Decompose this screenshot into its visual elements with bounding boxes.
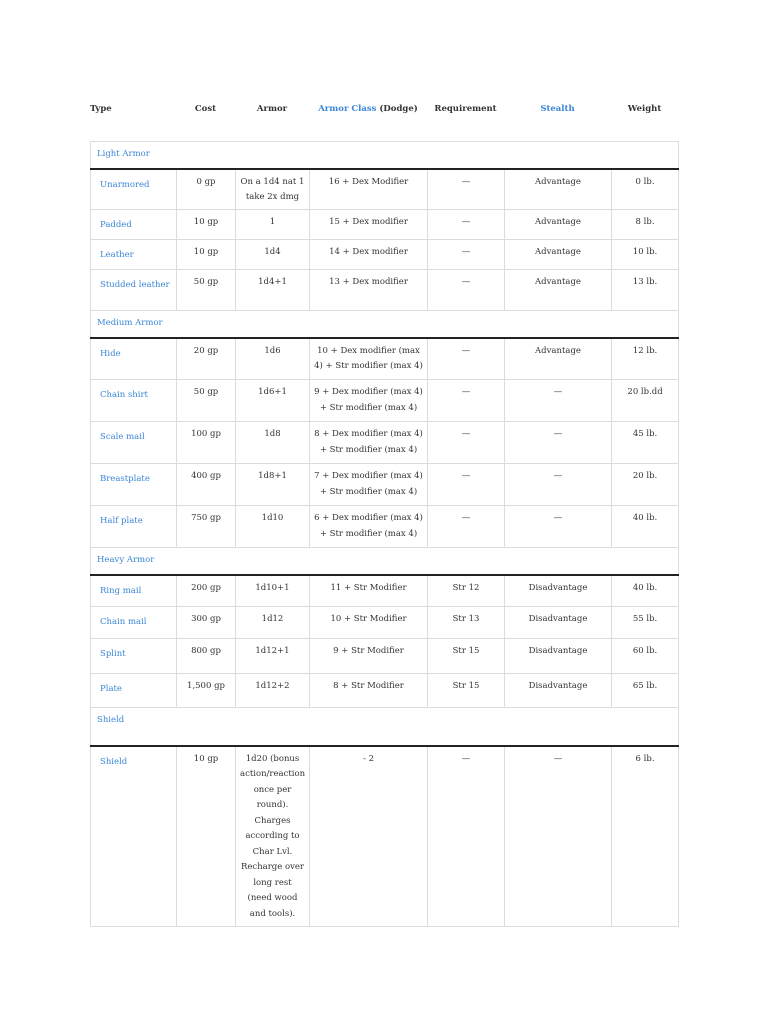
cost-cell: 300 gp [177,607,236,639]
section-header-row [91,311,679,338]
weight-cell: 55 lb. [612,607,679,639]
armor-class-cell: 9 + Dex modifier (max 4) + Str modifier (max 4) [310,380,428,422]
type-cell[interactable]: Breastplate [91,464,177,506]
header-weight: Weight [627,104,662,114]
armor-class-cell: 9 + Str Modifier [310,639,428,674]
cost-cell: 800 gp [177,639,236,674]
armor-cell: 1d4+1 [236,270,310,311]
armor-cell: 1d6 [236,338,310,380]
requirement-cell: — [428,746,505,927]
table-row [91,575,679,607]
armor-class-cell: 15 + Dex modifier [310,210,428,240]
armor-class-cell: 6 + Dex modifier (max 4) + Str modifier (max 4) [310,506,428,548]
stealth-cell: — [505,380,612,422]
stealth-cell: Advantage [505,210,612,240]
type-cell[interactable]: Plate [91,674,177,708]
type-cell[interactable]: Hide [91,338,177,380]
stealth-cell: Advantage [505,240,612,270]
cost-cell: 20 gp [177,338,236,380]
armor-class-cell: 10 + Dex modifier (max 4) + Str modifier (max 4) [310,338,428,380]
armor-cell: 1d4 [236,240,310,270]
type-cell[interactable]: Half plate [91,506,177,548]
requirement-cell: Str 12 [428,575,505,607]
stealth-cell: Advantage [505,169,612,210]
table-row [91,506,679,548]
type-cell[interactable]: Chain mail [91,607,177,639]
stealth-cell: Advantage [505,338,612,380]
requirement-cell: — [428,380,505,422]
header-armor-class [309,104,427,114]
type-cell[interactable]: Studded leather [91,270,177,311]
weight-cell: 40 lb. [612,575,679,607]
weight-cell: 60 lb. [612,639,679,674]
header-cost: Cost [194,104,217,114]
cost-cell: 100 gp [177,422,236,464]
armor-class-cell: 7 + Dex modifier (max 4) + Str modifier (max 4) [310,464,428,506]
cost-cell: 0 gp [177,169,236,210]
section-header-row [91,142,679,169]
requirement-cell: — [428,338,505,380]
weight-cell: 20 lb. [612,464,679,506]
armor-cell: 1d10+1 [236,575,310,607]
armor-cell: On a 1d4 nat 1 take 2x dmg [236,169,310,210]
weight-cell: 13 lb. [612,270,679,311]
armor-cell: 1 [236,210,310,240]
weight-cell: 20 lb.dd [612,380,679,422]
cost-cell: 750 gp [177,506,236,548]
armor-table [90,141,679,927]
table-row [91,639,679,674]
table-row [91,746,679,927]
weight-cell: 12 lb. [612,338,679,380]
type-cell[interactable]: Padded [91,210,177,240]
weight-cell: 65 lb. [612,674,679,708]
table-header-row [90,104,678,114]
armor-class-cell: 11 + Str Modifier [310,575,428,607]
type-cell[interactable]: Scale mail [91,422,177,464]
armor-class-suffix: (Dodge) [376,104,418,114]
table-row [91,607,679,639]
armor-cell: 1d12 [236,607,310,639]
section-title[interactable]: Heavy Armor [91,548,679,575]
requirement-cell: — [428,506,505,548]
header-type: Type [90,104,112,114]
type-cell[interactable]: Unarmored [91,169,177,210]
cost-cell: 50 gp [177,380,236,422]
header-requirement: Requirement [434,104,497,114]
requirement-cell: — [428,270,505,311]
stealth-cell: — [505,422,612,464]
weight-cell: 10 lb. [612,240,679,270]
armor-cell: 1d12+2 [236,674,310,708]
table-row [91,380,679,422]
requirement-cell: Str 13 [428,607,505,639]
table-row [91,169,679,210]
armor-class-cell: 14 + Dex modifier [310,240,428,270]
stealth-cell: Disadvantage [505,575,612,607]
requirement-cell: Str 15 [428,674,505,708]
stealth-cell: Disadvantage [505,674,612,708]
stealth-cell: — [505,464,612,506]
table-row [91,240,679,270]
stealth-cell: — [505,746,612,927]
type-cell[interactable]: Ring mail [91,575,177,607]
armor-class-link[interactable]: Armor Class [318,104,377,114]
table-row [91,338,679,380]
section-header-row [91,708,679,746]
cost-cell: 50 gp [177,270,236,311]
armor-class-cell: - 2 [310,746,428,927]
armor-cell: 1d8 [236,422,310,464]
armor-class-cell: 10 + Str Modifier [310,607,428,639]
weight-cell: 40 lb. [612,506,679,548]
table-row [91,210,679,240]
requirement-cell: — [428,464,505,506]
stealth-cell: — [505,506,612,548]
section-title[interactable]: Medium Armor [91,311,679,338]
requirement-cell: — [428,169,505,210]
cost-cell: 400 gp [177,464,236,506]
requirement-cell: — [428,422,505,464]
table-row [91,674,679,708]
type-cell[interactable]: Leather [91,240,177,270]
cost-cell: 10 gp [177,210,236,240]
section-header-row [91,548,679,575]
header-armor: Armor [256,104,288,114]
armor-class-cell: 16 + Dex Modifier [310,169,428,210]
stealth-cell: Advantage [505,270,612,311]
section-title[interactable]: Light Armor [91,142,679,169]
stealth-cell: Disadvantage [505,607,612,639]
header-stealth-link[interactable]: Stealth [540,104,575,114]
table-row [91,422,679,464]
weight-cell: 0 lb. [612,169,679,210]
armor-table-body [91,142,679,927]
type-cell[interactable]: Splint [91,639,177,674]
cost-cell: 1,500 gp [177,674,236,708]
armor-cell: 1d10 [236,506,310,548]
weight-cell: 6 lb. [612,746,679,927]
armor-cell: 1d12+1 [236,639,310,674]
armor-cell: 1d6+1 [236,380,310,422]
requirement-cell: — [428,210,505,240]
cost-cell: 10 gp [177,240,236,270]
armor-cell: 1d8+1 [236,464,310,506]
armor-class-cell: 13 + Dex modifier [310,270,428,311]
armor-cell: 1d20 (bonus action/reaction once per round). Charges according to Char Lvl. Recharge over long rest (need wood and tools). [236,746,310,927]
weight-cell: 8 lb. [612,210,679,240]
stealth-cell: Disadvantage [505,639,612,674]
requirement-cell: — [428,240,505,270]
table-row [91,270,679,311]
requirement-cell: Str 15 [428,639,505,674]
table-row [91,464,679,506]
type-cell[interactable]: Shield [91,746,177,927]
section-title[interactable]: Shield [91,708,679,746]
armor-class-cell: 8 + Dex modifier (max 4) + Str modifier (max 4) [310,422,428,464]
cost-cell: 10 gp [177,746,236,927]
armor-class-cell: 8 + Str Modifier [310,674,428,708]
type-cell[interactable]: Chain shirt [91,380,177,422]
weight-cell: 45 lb. [612,422,679,464]
cost-cell: 200 gp [177,575,236,607]
